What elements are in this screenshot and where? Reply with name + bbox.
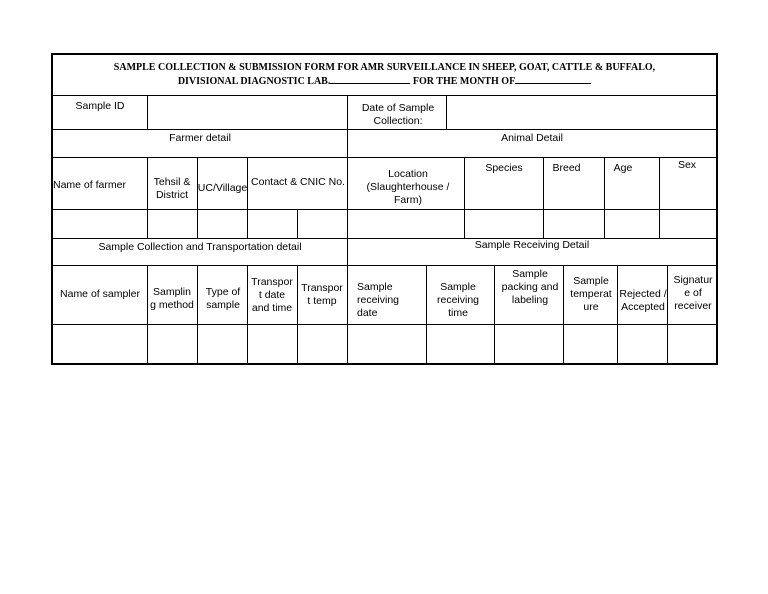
transport-temp-field[interactable] bbox=[298, 325, 347, 365]
col-location: Location (Slaughterhouse / Farm) bbox=[366, 167, 450, 206]
transport-date-field[interactable] bbox=[248, 325, 297, 365]
col-name-of-sampler: Name of sampler bbox=[60, 287, 140, 300]
month-blank[interactable] bbox=[515, 74, 591, 84]
sample-id-field[interactable] bbox=[148, 96, 347, 129]
date-of-collection-field[interactable] bbox=[447, 96, 716, 129]
lab-label: DIVISIONAL DIAGNOSTIC LAB. bbox=[177, 76, 331, 87]
col-tehsil-district: Tehsil & District bbox=[153, 176, 191, 201]
collection-detail-header: Sample Collection and Transportation detail bbox=[98, 240, 302, 253]
receiving-date-field[interactable] bbox=[348, 325, 426, 365]
form-title bbox=[53, 62, 716, 88]
col-name-of-farmer: Name of farmer bbox=[53, 179, 126, 191]
animal-detail-header: Animal Detail bbox=[501, 131, 563, 144]
month-label: FOR THE MONTH OF bbox=[412, 76, 516, 87]
col-breed: Breed bbox=[552, 161, 581, 174]
species-field[interactable] bbox=[465, 210, 543, 238]
breed-field[interactable] bbox=[544, 210, 604, 238]
date-of-collection-label: Date of Sample Collection: bbox=[361, 102, 435, 127]
col-signature-receiver: Signatur e of receiver bbox=[673, 273, 713, 312]
farmer-detail-header: Farmer detail bbox=[169, 131, 231, 144]
tehsil-field[interactable] bbox=[148, 210, 197, 238]
col-rejected-accepted: Rejected / Accepted bbox=[619, 288, 667, 313]
col-sampling-method: Samplin g method bbox=[150, 286, 194, 311]
sample-id-label: Sample ID bbox=[75, 99, 125, 112]
receiving-detail-header: Sample Receiving Detail bbox=[474, 238, 590, 251]
rejected-accepted-field[interactable] bbox=[618, 325, 667, 365]
col-transport-temp: Transpor t temp bbox=[301, 282, 343, 307]
contact-field[interactable] bbox=[248, 210, 297, 238]
col-sample-packing: Sample packing and labeling bbox=[501, 267, 559, 306]
col-sample-receiving-time: Sample receiving time bbox=[436, 280, 480, 319]
packing-field[interactable] bbox=[495, 325, 563, 365]
form-title-line1: SAMPLE COLLECTION & SUBMISSION FORM FOR AMR SURVEILLANCE IN SHEEP, GOAT, CATTLE & BUFFALO, bbox=[113, 62, 656, 73]
col-age: Age bbox=[613, 161, 633, 174]
sampler-name-field[interactable] bbox=[54, 325, 147, 365]
lab-name-blank[interactable] bbox=[330, 74, 410, 84]
cnic-field[interactable] bbox=[298, 210, 347, 238]
col-sample-receiving-date: Sample receiving date bbox=[357, 281, 400, 319]
form-table bbox=[51, 53, 718, 365]
sample-type-field[interactable] bbox=[198, 325, 247, 365]
farmer-name-field[interactable] bbox=[54, 210, 147, 238]
sampling-method-field[interactable] bbox=[148, 325, 197, 365]
location-field[interactable] bbox=[348, 210, 464, 238]
age-field[interactable] bbox=[605, 210, 659, 238]
col-uc-village: UC/Village bbox=[197, 181, 248, 194]
col-transport-date-time: Transpor t date and time bbox=[251, 275, 293, 314]
col-type-of-sample: Type of sample bbox=[205, 286, 241, 311]
col-sample-temperature: Sample temperat ure bbox=[570, 274, 612, 313]
col-species: Species bbox=[485, 161, 523, 174]
uc-field[interactable] bbox=[198, 210, 247, 238]
sex-field[interactable] bbox=[660, 210, 716, 238]
form-title-line2 bbox=[53, 74, 716, 88]
col-sex: Sex bbox=[677, 158, 697, 171]
col-contact-cnic: Contact & CNIC No. bbox=[251, 175, 345, 188]
receiver-signature-field[interactable] bbox=[668, 325, 716, 365]
receiving-time-field[interactable] bbox=[427, 325, 494, 365]
temperature-field[interactable] bbox=[564, 325, 617, 365]
